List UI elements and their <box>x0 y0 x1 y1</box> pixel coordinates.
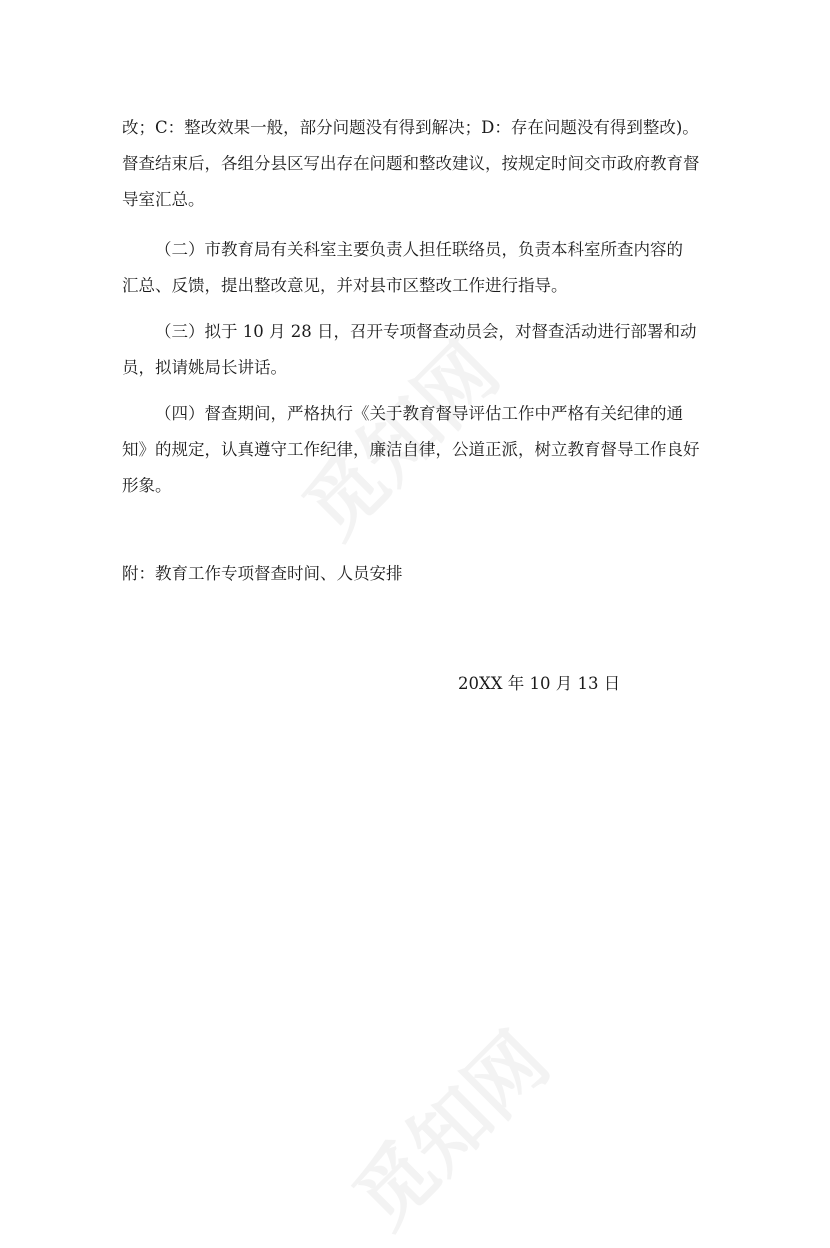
document-date: 20XX 年 10 月 13 日 <box>458 674 621 693</box>
text-line: 员，拟请姚局长讲话。 <box>122 358 287 377</box>
attachment-note: 附：教育工作专项督查时间、人员安排 <box>122 564 403 583</box>
text-line: （二）市教育局有关科室主要负责人担任联络员，负责本科室所查内容的 <box>155 240 683 259</box>
text-line: 知》的规定，认真遵守工作纪律，廉洁自律，公道正派，树立教育督导工作良好 <box>122 440 700 459</box>
watermark <box>325 1004 570 1248</box>
text-line: （四）督查期间，严格执行《关于教育督导评估工作中严格有关纪律的通 <box>155 404 683 423</box>
text-line: 汇总、反馈，提出整改意见，并对县市区整改工作进行指导。 <box>122 276 568 295</box>
text-line: 形象。 <box>122 476 172 495</box>
paragraph-1 <box>122 110 714 218</box>
text-line: 改；C：整改效果一般，部分问题没有得到解决；D：存在问题没有得到整改)。 <box>122 118 699 137</box>
text-line: 导室汇总。 <box>122 190 205 209</box>
paragraph-2 <box>122 232 714 304</box>
text-line: 督查结束后，各组分县区写出存在问题和整改建议，按规定时间交市政府教育督 <box>122 154 700 173</box>
text-line: （三）拟于 10 月 28 日，召开专项督查动员会，对督查活动进行部署和动 <box>155 322 697 341</box>
paragraph-3 <box>122 314 714 386</box>
paragraph-4 <box>122 396 714 504</box>
